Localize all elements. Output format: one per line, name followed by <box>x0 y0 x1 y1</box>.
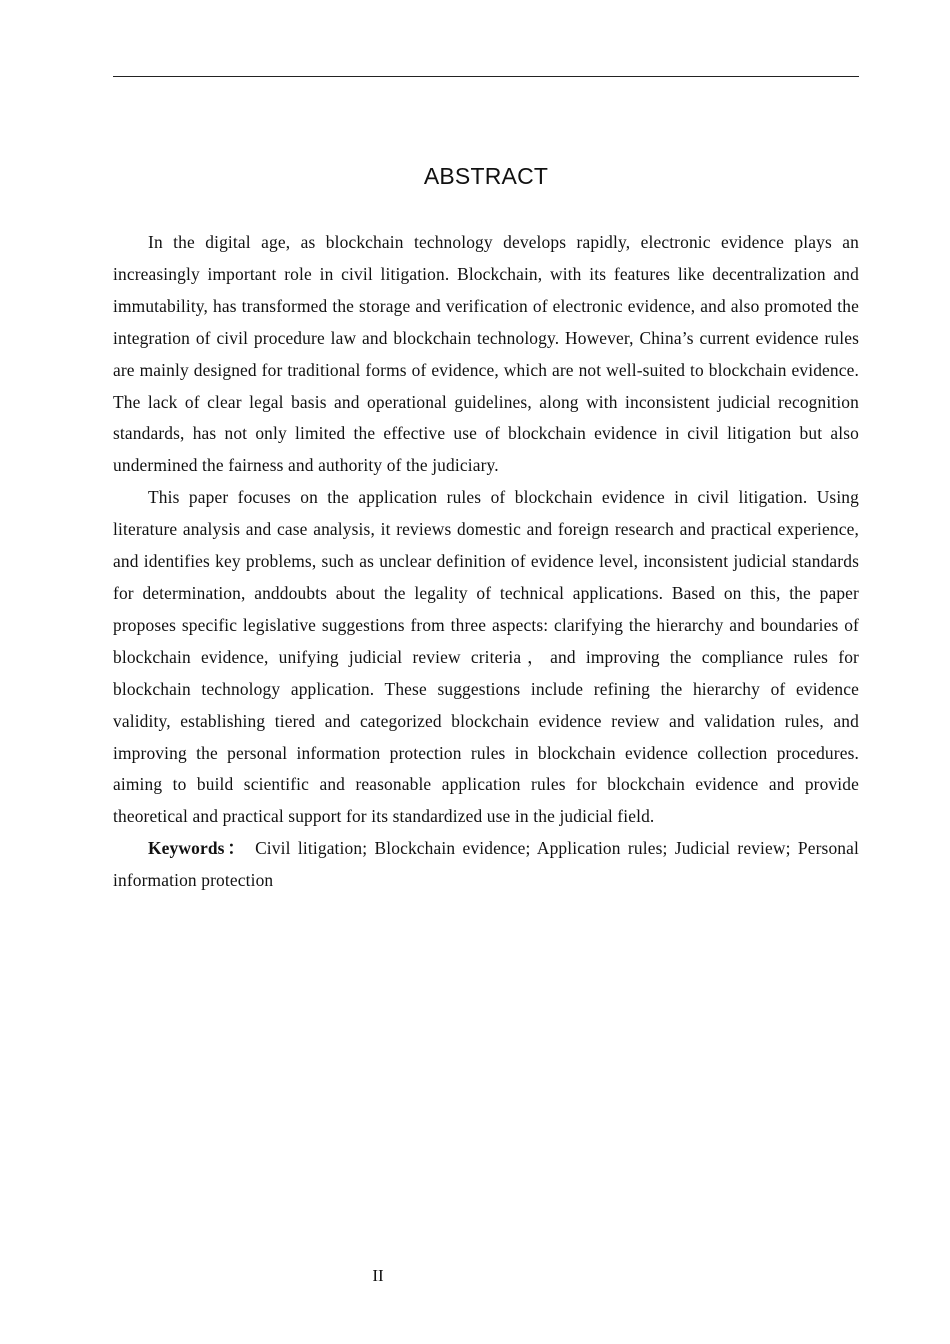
keywords-label: Keywords： <box>148 838 248 859</box>
keywords-text: Civil litigation; Blockchain evidence; Application rules; Judicial review; Personal information protection <box>113 838 859 891</box>
header-rule <box>113 76 859 77</box>
keywords-line <box>113 833 859 897</box>
abstract-body <box>113 227 859 897</box>
abstract-title: ABSTRACT <box>423 163 549 189</box>
abstract-paragraph-2: This paper focuses on the application rules of blockchain evidence in civil litigation. Using literature analysis and case analysis, it reviews domestic and foreign research and practical experience, and identifies key problems, such as unclear definition of evidence level, inconsistent judicial standards for determination, anddoubts about the legality of technical applications. Based on this, the paper proposes specific legislative suggestions from three aspects: clarifying the hierarchy and boundaries of blockchain evidence, unifying judicial review criteria，and improving the compliance rules for blockchain technology application. These suggestions include refining the hierarchy of evidence validity, establishing tiered and categorized blockchain evidence review and validation rules, and improving the personal information protection rules in blockchain evidence collection procedures. aiming to build scientific and reasonable application rules for blockchain evidence and provide theoretical and practical support for its standardized use in the judicial field. <box>113 487 859 827</box>
page-number: II <box>372 1266 384 1285</box>
abstract-paragraph-1: In the digital age, as blockchain technology develops rapidly, electronic evidence plays an increasingly important role in civil litigation. Blockchain, with its features like decentralization and immutability, has transformed the storage and verification of electronic evidence, and also promoted the integration of civil procedure law and blockchain technology. However, China’s current evidence rules are mainly designed for traditional forms of evidence, which are not well-suited to blockchain evidence. The lack of clear legal basis and operational guidelines, along with inconsistent judicial recognition standards, has not only limited the effective use of blockchain evidence in civil litigation but also undermined the fairness and authority of the judiciary. <box>113 232 859 476</box>
